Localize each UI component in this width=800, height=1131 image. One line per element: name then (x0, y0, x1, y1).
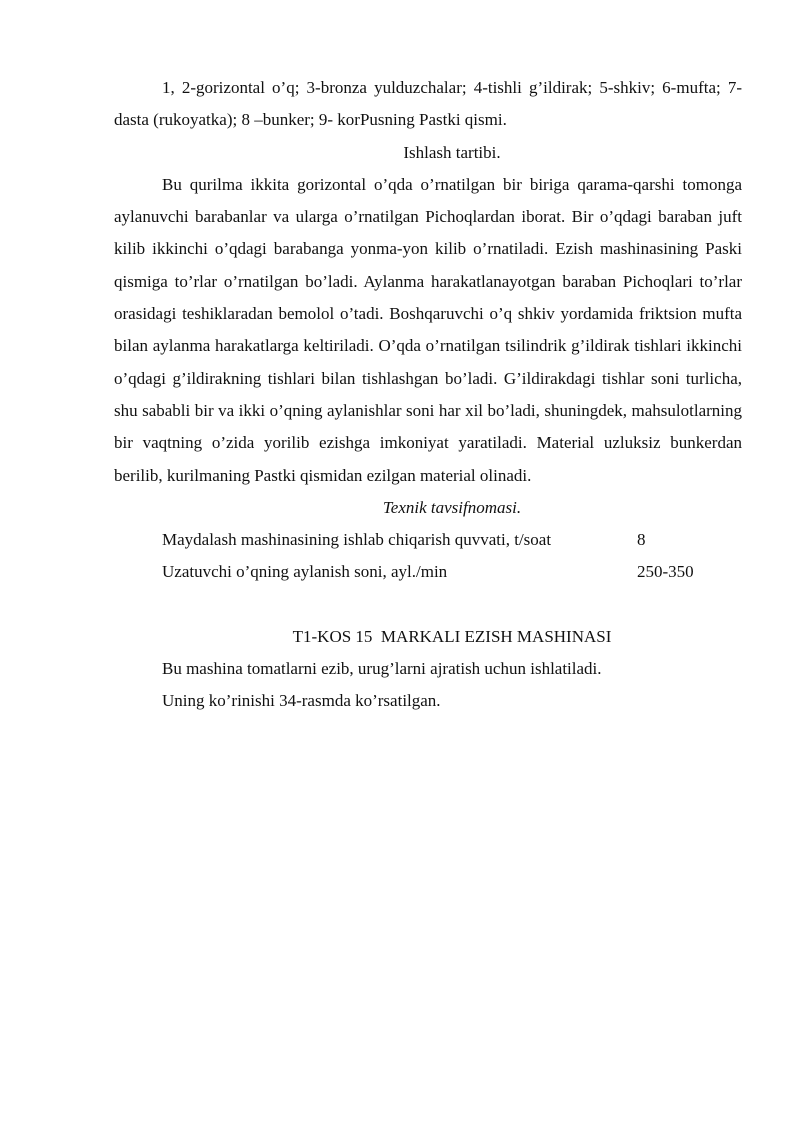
spec-label: Maydalash mashinasining ishlab chiqarish quvvati, t/soat (162, 530, 552, 550)
machine-purpose-line: Bu mashina tomatlarni ezib, urug’larni ajratish uchun ishlatiladi. (162, 659, 602, 679)
description-paragraph: Bu qurilma ikkita gorizontal o’qda o’rnatilgan bir biriga qarama-qarshi tomonga aylanuvchi barabanlar va ularga o’rnatilgan Pichoqlardan iborat. Bir o’qdagi baraban juft kilib ikkinchi o’qdagi barabanga yonma-yon kilib o’rnatiladi. Ezish mashinasining Paski qismiga to’rlar o’rnatilgan bo’ladi. Aylanma harakatlanayotgan baraban Pichoqlari to’rlar orasidagi teshiklaradan bemolol o’tadi. Boshqaruvchi o’q shkiv yordamida friktsion mufta bilan aylanma harakatlarga keltiriladi. O’qda o’rnatilgan tsilindrik g’ildirak tishlari ikkinchi o’qdagi g’ildirakning tishlari bilan tishlashgan bo’ladi. G’ildirakdagi tishlar soni turlicha, shu sababli bir va ikki o’qning aylanishlar soni har xil bo’ladi, shuningdek, mahsulotlarning bir vaqtning o’zida yorilib ezishga imkoniyat yaratiladi. Material uzluksiz bunkerdan berilib, kurilmaning Pastki qismidan ezilgan material olinadi. (114, 174, 742, 485)
spec-row (114, 556, 742, 588)
machine-heading: T1-KOS 15 MARKALI EZISH MASHINASI (292, 626, 612, 646)
document-page (114, 72, 742, 718)
spec-value: 250-350 (637, 562, 694, 582)
section-title: Ishlash tartibi. (403, 142, 501, 162)
spec-label: Uzatuvchi o’qning aylanish soni, ayl./min (162, 562, 448, 582)
specs-title: Texnik tavsifnomasi. (382, 497, 522, 517)
legend-paragraph: 1, 2-gorizontal o’q; 3-bronza yulduzchalar; 4-tishli g’ildirak; 5-shkiv; 6-mufta; 7-dasta (rukoyatka); 8 –bunker; 9- korPusning Pastki qismi. (114, 78, 742, 130)
machine-figure-reference-line: Uning ko’rinishi 34-rasmda ko’rsatilgan. (162, 691, 441, 711)
spacer (114, 589, 742, 621)
spec-value: 8 (637, 530, 646, 550)
spec-row (114, 524, 742, 556)
